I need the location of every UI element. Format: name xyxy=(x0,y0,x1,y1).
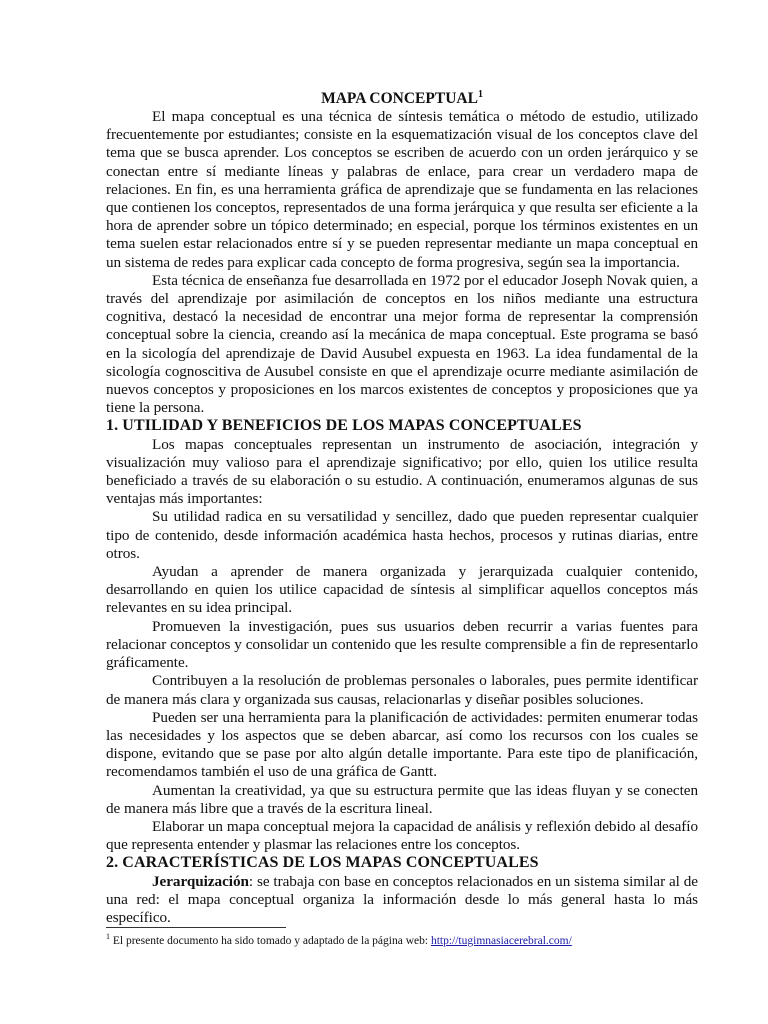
intro-paragraph-1: El mapa conceptual es una técnica de síntesis temática o método de estudio, utilizado frecuentemente por estudiantes; consiste en la esquematización visual de los conceptos clave del tema que se busca aprender. Los conceptos se escriben de acuerdo con un orden jerárquico y se conectan entre sí mediante líneas y palabras de enlace, para crear un verdadero mapa de relaciones. En fin, es una herramienta gráfica de aprendizaje que se fundamenta en las relaciones que contienen los conceptos, representados de una forma jerárquica y que resulta ser eficiente a la hora de aprender sobre un tópico determinado; en especial, porque los términos existentes en un tema suelen estar relacionados entre sí y se pueden representar mediante un mapa conceptual en un sistema de redes para explicar cada concepto de forma progresiva, según sea la importancia. xyxy=(106,108,698,271)
section-1-paragraph: Los mapas conceptuales representan un instrumento de asociación, integración y visualización muy valioso para el aprendizaje significativo; por ello, quien los utilice resulta beneficiado a través de su elaboración o su estudio. A continuación, enumeramos algunas de sus ventajas más importantes: xyxy=(106,435,698,508)
title-text: MAPA CONCEPTUAL xyxy=(321,90,478,107)
benefit-item: Elaborar un mapa conceptual mejora la capacidad de análisis y reflexión debido al desafío que representa entender y plasmar las relaciones entre los conceptos. xyxy=(106,817,698,854)
benefit-item: Promueven la investigación, pues sus usuarios deben recurrir a varias fuentes para relacionar conceptos y consolidar un contenido que les resulte comprensible a fin de representarlo gráficamente. xyxy=(106,617,698,672)
section-2-heading: 2. CARACTERÍSTICAS DE LOS MAPAS CONCEPTUALES xyxy=(106,854,539,872)
characteristic-lead: Jerarquización xyxy=(152,872,249,890)
benefit-item: Su utilidad radica en su versatilidad y sencillez, dado que pueden representar cualquier tipo de contenido, desde información académica hasta hechos, procesos y rutinas diarias, entre otros. xyxy=(106,508,698,562)
benefit-item: Contribuyen a la resolución de problemas personales o laborales, pues permite identificar de manera más clara y organizada sus causas, relacionarlas y diseñar posibles soluciones. xyxy=(106,672,698,708)
characteristic-text: : se trabaja con base en conceptos relacionados en un sistema similar al de una red: el mapa conceptual organiza la información desde lo más general hasta lo más específico. xyxy=(106,872,698,926)
benefit-item: Ayudan a aprender de manera organizada y jerarquizada cualquier contenido, desarrollando en quien los utilice capacidad de síntesis al simplificar aquellos conceptos más relevantes en su idea principal. xyxy=(106,563,698,617)
title-footnote-mark[interactable]: 1 xyxy=(477,88,483,100)
document-body xyxy=(106,90,698,927)
characteristic-item xyxy=(106,873,698,928)
page-title xyxy=(106,90,698,108)
intro-paragraph-2: Esta técnica de enseñanza fue desarrollada en 1972 por el educador Joseph Novak quien, a través del aprendizaje por asimilación de conceptos en los niños mediante una estructura cognitiva, destacó la necesidad de encontrar una mejor forma de representar la comprensión conceptual sobre la ciencia, creando así la mecánica de mapa conceptual. Este programa se basó en la sicología del aprendizaje de David Ausubel expuesta en 1963. La idea fundamental de la sicología cognoscitiva de Ausubel consiste en que el aprendizaje ocurre mediante asimilación de nuevos conceptos y proposiciones en los marcos existentes de conceptos y proposiciones que ya tiene la persona. xyxy=(106,271,698,417)
benefit-item: Aumentan la creatividad, ya que su estructura permite que las ideas fluyan y se conecten de manera más libre que a través de la escritura lineal. xyxy=(106,781,698,817)
benefit-item: Pueden ser una herramienta para la planificación de actividades: permiten enumerar todas las necesidades y los aspectos que se deben abarcar, así como los recursos con los cuales se dispone, evitando que se pase por alto algún detalle importante. Para este tipo de planificación, recomendamos también el uso de una gráfica de Gantt. xyxy=(106,708,698,781)
footnote-mark: 1 xyxy=(106,932,110,942)
section-1-heading: 1. UTILIDAD Y BENEFICIOS DE LOS MAPAS CONCEPTUALES xyxy=(106,417,582,435)
footnote-text: El presente documento ha sido tomado y adaptado de la página web: xyxy=(112,935,431,947)
footnote-link[interactable]: http://tugimnasiacerebral.com/ xyxy=(430,935,572,947)
footnote-separator xyxy=(106,927,286,928)
footnote xyxy=(106,934,706,948)
